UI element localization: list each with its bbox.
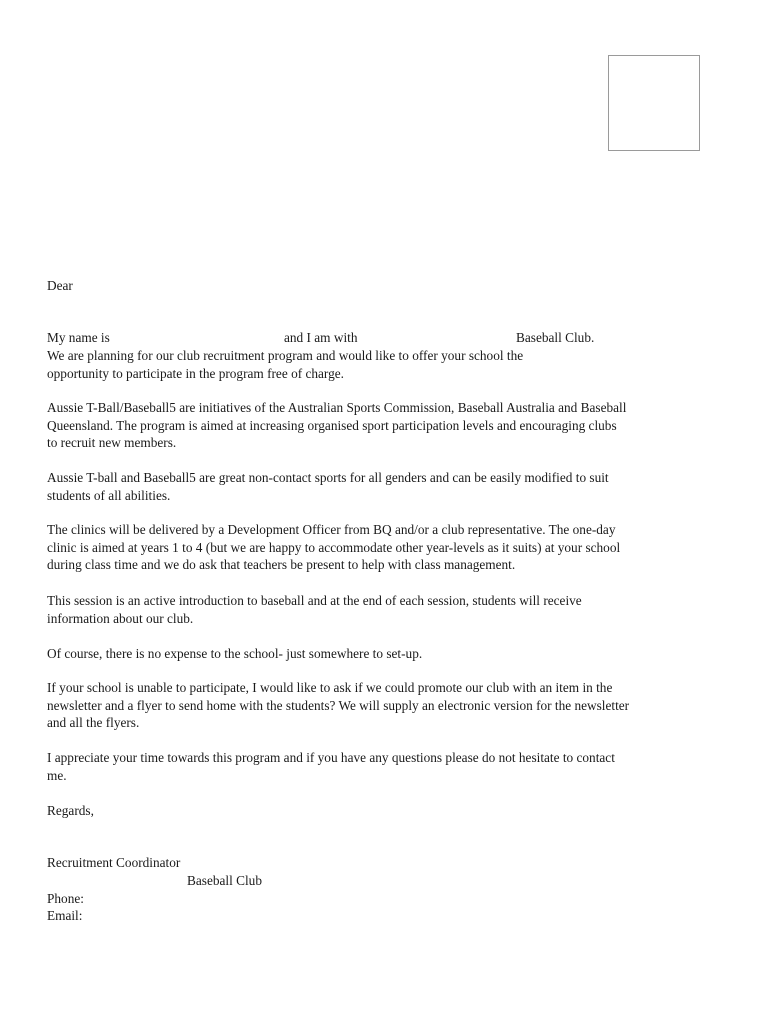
text-line: newsletter and a flyer to send home with the students? We will supply an electronic version for the newsletter bbox=[47, 697, 630, 713]
paragraph-noncontact bbox=[47, 469, 727, 504]
text-line: during class time and we do ask that teachers be present to help with class management. bbox=[47, 557, 516, 572]
paragraph-expense bbox=[47, 645, 727, 663]
text-line: Queensland. The program is aimed at increasing organised sport participation levels and encouraging clubs bbox=[47, 417, 617, 433]
intro-line-3: opportunity to participate in the program free of charge. bbox=[47, 366, 344, 381]
intro-line-2: We are planning for our club recruitment program and would like to offer your school the bbox=[47, 348, 524, 363]
text-line: The clinics will be delivered by a Development Officer from BQ and/or a club representative. The one-day bbox=[47, 522, 616, 537]
signature-phone: Phone: bbox=[47, 891, 84, 906]
intro-baseball-club: Baseball Club. bbox=[516, 330, 595, 345]
intro-and-i-am-with: and I am with bbox=[284, 330, 358, 345]
paragraph-initiatives bbox=[47, 399, 727, 452]
paragraph-clinics bbox=[47, 521, 727, 574]
signature-email: Email: bbox=[47, 908, 83, 923]
text-line: clinic is aimed at years 1 to 4 (but we are happy to accommodate other year-levels as it suits) at your school bbox=[47, 539, 621, 555]
signature-club: Baseball Club bbox=[187, 873, 262, 888]
paragraph-newsletter bbox=[47, 679, 727, 732]
text-line: If your school is unable to participate, I would like to ask if we could promote our club with an item in the bbox=[47, 680, 613, 695]
intro-my-name-is: My name is bbox=[47, 330, 110, 345]
logo-placeholder bbox=[608, 55, 700, 151]
signature-role: Recruitment Coordinator bbox=[47, 855, 181, 870]
text-line: to recruit new members. bbox=[47, 435, 177, 450]
salutation: Dear bbox=[47, 278, 73, 293]
text-line: and all the flyers. bbox=[47, 715, 140, 730]
paragraph-appreciate bbox=[47, 749, 727, 784]
text-line: I appreciate your time towards this program and if you have any questions please do not hesitate to contact bbox=[47, 750, 615, 765]
text-line: students of all abilities. bbox=[47, 487, 171, 503]
text-line: Aussie T-ball and Baseball5 are great non-contact sports for all genders and can be easily modified to suit bbox=[47, 470, 609, 485]
text-line: me. bbox=[47, 767, 67, 783]
text-line: This session is an active introduction to baseball and at the end of each session, students will receive bbox=[47, 593, 582, 608]
text-line: Of course, there is no expense to the school- just somewhere to set-up. bbox=[47, 646, 423, 661]
text-line: information about our club. bbox=[47, 610, 194, 626]
paragraph-session bbox=[47, 592, 727, 627]
text-line: Aussie T-Ball/Baseball5 are initiatives of the Australian Sports Commission, Baseball Australia and Baseball bbox=[47, 400, 627, 415]
closing: Regards, bbox=[47, 803, 94, 818]
